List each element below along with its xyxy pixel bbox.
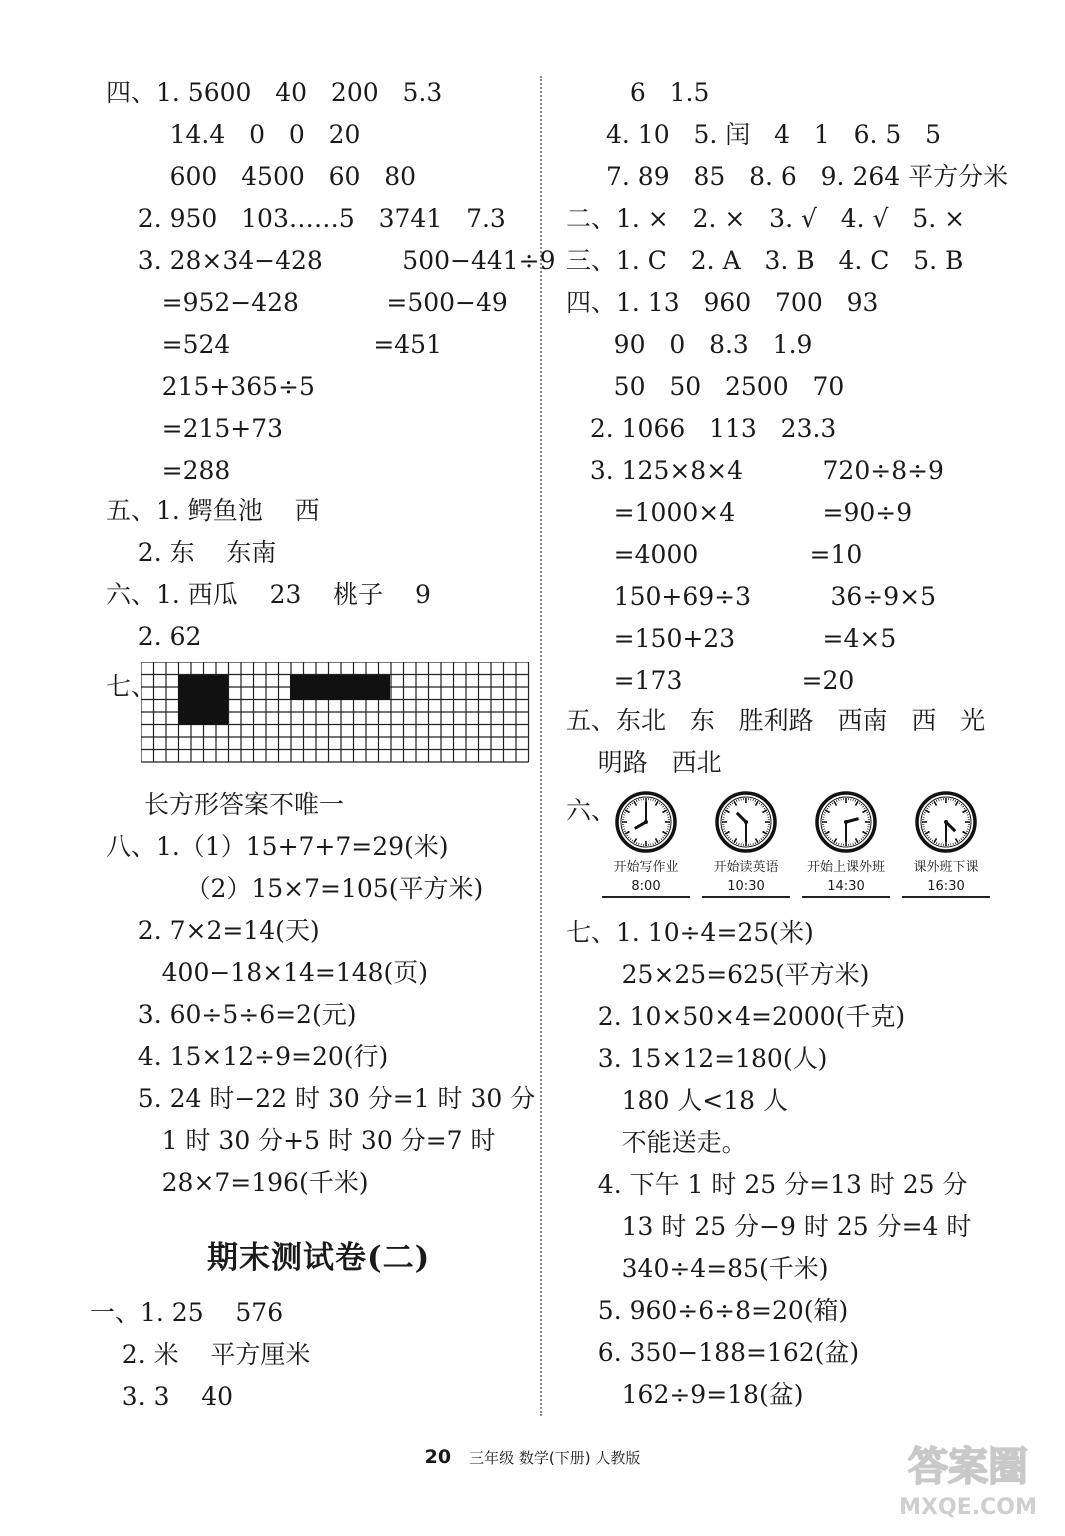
- clock-item: [796, 790, 896, 898]
- clock-caption: 开始读英语: [713, 860, 779, 875]
- answer-line: =150+23 =4×5: [566, 624, 897, 653]
- clock-section-label: 六、: [566, 796, 617, 825]
- answer-line: 7. 89 85 8. 6 9. 264 平方分米: [606, 162, 1009, 191]
- answer-grid: [141, 662, 531, 774]
- answer-line: 400−18×14=148(页): [106, 958, 429, 987]
- clock-icon: [914, 790, 978, 854]
- clock-time: 8:00: [602, 879, 690, 898]
- clock-caption: 开始写作业: [613, 860, 679, 875]
- clock-icon: [614, 790, 678, 854]
- answer-line: （2）15×7=105(平方米): [106, 874, 484, 903]
- clock-item: [896, 790, 996, 898]
- answer-line: 162÷9=18(盆): [566, 1380, 804, 1409]
- answer-line: 八、1.（1）15+7+7=29(米): [106, 832, 449, 861]
- clock-item: [696, 790, 796, 898]
- answer-line: 50 50 2500 70: [566, 372, 845, 401]
- clock-icon: [714, 790, 778, 854]
- answer-line: =4000 =10: [566, 540, 863, 569]
- answer-line: 13 时 25 分−9 时 25 分=4 时: [566, 1212, 972, 1241]
- answer-line: 4. 10 5. 闰 4 1 6. 5 5: [606, 120, 942, 149]
- answer-line: 二、1. × 2. × 3. √ 4. √ 5. ×: [566, 204, 966, 233]
- clock-row: [596, 790, 996, 910]
- answer-line: 四、1. 13 960 700 93: [566, 288, 879, 317]
- grid-section-label: 七、: [106, 672, 157, 701]
- clock-caption: 开始上课外班: [806, 860, 885, 875]
- clock-time: 10:30: [702, 879, 790, 898]
- watermark-logo: [893, 1436, 1043, 1522]
- section-title: 期末测试卷(二): [207, 1240, 431, 1276]
- answer-line: 3. 28×34−428 500−441÷9: [106, 246, 556, 275]
- answer-line: 150+69÷3 36÷9×5: [566, 582, 936, 611]
- answer-line: 一、1. 25 576: [90, 1298, 284, 1327]
- footer-text: 三年级 数学(下册) 人教版: [469, 1449, 641, 1467]
- answer-line: 2. 10×50×4=2000(千克): [566, 1002, 906, 1031]
- answer-line: 3. 3 40: [90, 1382, 234, 1411]
- watermark-top: 答案圈: [908, 1444, 1028, 1490]
- answer-line: 25×25=625(平方米): [566, 960, 870, 989]
- answer-line: =952−428 =500−49: [106, 288, 508, 317]
- clock-item: [596, 790, 696, 898]
- answer-line: 90 0 8.3 1.9: [566, 330, 813, 359]
- page-number: 20: [424, 1446, 452, 1468]
- answer-line: 28×7=196(千米): [106, 1168, 369, 1197]
- column-divider: [540, 76, 542, 1416]
- answer-line: 2. 米 平方厘米: [90, 1340, 311, 1369]
- answer-line: 2. 7×2=14(天): [106, 916, 320, 945]
- answer-line: 三、1. C 2. A 3. B 4. C 5. B: [566, 246, 964, 275]
- answer-line: =1000×4 =90÷9: [566, 498, 913, 527]
- grid-note: 长方形答案不唯一: [144, 790, 345, 819]
- answer-line: 六、1. 西瓜 23 桃子 9: [106, 580, 431, 609]
- answer-line: 七、1. 10÷4=25(米): [566, 918, 814, 947]
- answer-line: 14.4 0 0 20: [106, 120, 361, 149]
- answer-line: 4. 下午 1 时 25 分=13 时 25 分: [566, 1170, 968, 1199]
- answer-line: 2. 1066 113 23.3: [566, 414, 837, 443]
- answer-line: 1 时 30 分+5 时 30 分=7 时: [106, 1126, 496, 1155]
- clock-time: 16:30: [902, 879, 990, 898]
- clock-icon: [814, 790, 878, 854]
- answer-line: =215+73: [106, 414, 284, 443]
- filled-square: [178, 675, 228, 725]
- answer-line: 3. 60÷5÷6=2(元): [106, 1000, 357, 1029]
- answer-line: 明路 西北: [566, 748, 722, 777]
- answer-line: 5. 24 时−22 时 30 分=1 时 30 分: [106, 1084, 536, 1113]
- clock-caption: 课外班下课: [913, 860, 979, 875]
- answer-line: =173 =20: [566, 666, 855, 695]
- answer-line: 340÷4=85(千米): [566, 1254, 829, 1283]
- clock-time: 14:30: [802, 879, 890, 898]
- answer-line: 6 1.5: [606, 78, 710, 107]
- answer-line: 3. 125×8×4 720÷8÷9: [566, 456, 944, 485]
- answer-line: =524 =451: [106, 330, 442, 359]
- answer-line: 2. 950 103……5 3741 7.3: [106, 204, 506, 233]
- answer-line: 600 4500 60 80: [106, 162, 417, 191]
- answer-line: 5. 960÷6÷8=20(箱): [566, 1296, 849, 1325]
- answer-line: 180 人<18 人: [566, 1086, 788, 1115]
- answer-line: =288: [106, 456, 231, 485]
- answer-line: 五、1. 鳄鱼池 西: [106, 496, 320, 525]
- answer-line: 不能送走。: [566, 1128, 747, 1157]
- answer-line: 四、1. 5600 40 200 5.3: [106, 78, 443, 107]
- watermark-bottom: MXQE.COM: [899, 1495, 1037, 1520]
- filled-rectangle: [290, 675, 390, 700]
- answer-line: 2. 62: [106, 622, 202, 651]
- answer-line: 2. 东 东南: [106, 538, 277, 567]
- answer-line: 3. 15×12=180(人): [566, 1044, 828, 1073]
- answer-line: 215+365÷5: [106, 372, 315, 401]
- answer-line: 4. 15×12÷9=20(行): [106, 1042, 389, 1071]
- answer-line: 五、东北 东 胜利路 西南 西 光: [566, 706, 986, 735]
- answer-line: 6. 350−188=162(盆): [566, 1338, 860, 1367]
